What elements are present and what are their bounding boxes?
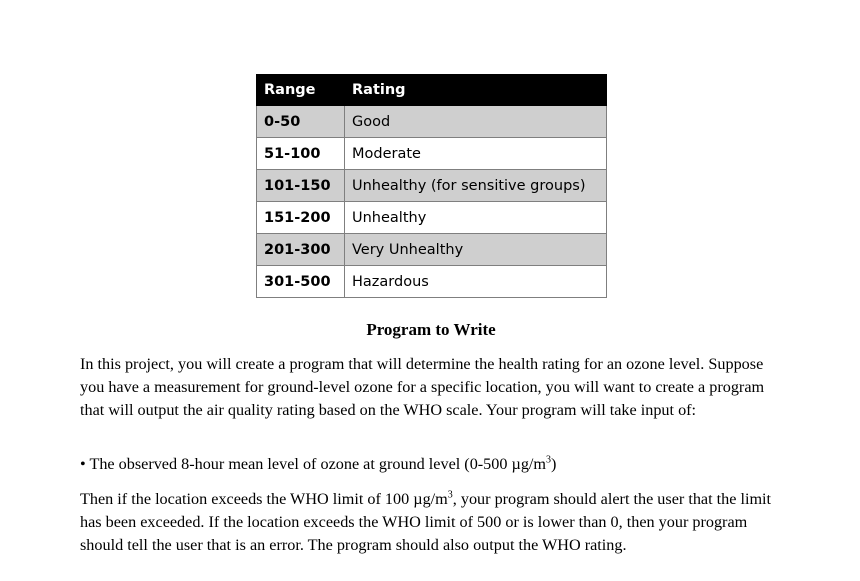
table-header [257, 75, 607, 106]
header-range: Range [257, 75, 345, 106]
rating-cell: Good [345, 106, 607, 138]
range-cell: 51-100 [257, 138, 345, 170]
range-cell: 0-50 [257, 106, 345, 138]
table-row [257, 234, 607, 266]
table-body [257, 106, 607, 298]
limit-paragraph-part2: , your program should alert the user that the limit has been exceeded. If the location exceeds the WHO limit of 500 or is lower than 0, then your program should tell the user that is an error. The program should also output the WHO rating. [80, 490, 772, 554]
table-row [257, 106, 607, 138]
limit-paragraph [80, 488, 786, 557]
table-row [257, 138, 607, 170]
ozone-rating-table [256, 74, 607, 298]
rating-cell: Moderate [345, 138, 607, 170]
range-cell: 201-300 [257, 234, 345, 266]
bullet-superscript: 3 [546, 454, 552, 466]
range-cell: 151-200 [257, 202, 345, 234]
table-header-row [257, 75, 607, 106]
header-rating: Rating [345, 75, 607, 106]
section-heading: Program to Write [366, 320, 496, 339]
rating-cell: Hazardous [345, 266, 607, 298]
input-bullet [80, 453, 786, 476]
range-cell: 101-150 [257, 170, 345, 202]
bullet-marker: • [80, 455, 86, 473]
limit-paragraph-part1: Then if the location exceeds the WHO limit of 100 µg/m [80, 490, 448, 508]
intro-paragraph: In this project, you will create a program that will determine the health rating for an ozone level. Suppose you have a measurement for ground-level ozone for a specific location, you will want to create a program that will output the air quality rating based on the WHO scale. Your program will take input of: [80, 355, 765, 419]
rating-cell: Very Unhealthy [345, 234, 607, 266]
limit-superscript: 3 [447, 489, 453, 501]
rating-cell: Unhealthy (for sensitive groups) [345, 170, 607, 202]
bullet-text: The observed 8-hour mean level of ozone at ground level (0-500 µg/m [89, 455, 547, 473]
table-row [257, 170, 607, 202]
bullet-suffix: ) [551, 455, 557, 473]
range-cell: 301-500 [257, 266, 345, 298]
table-row [257, 202, 607, 234]
rating-cell: Unhealthy [345, 202, 607, 234]
table-row [257, 266, 607, 298]
